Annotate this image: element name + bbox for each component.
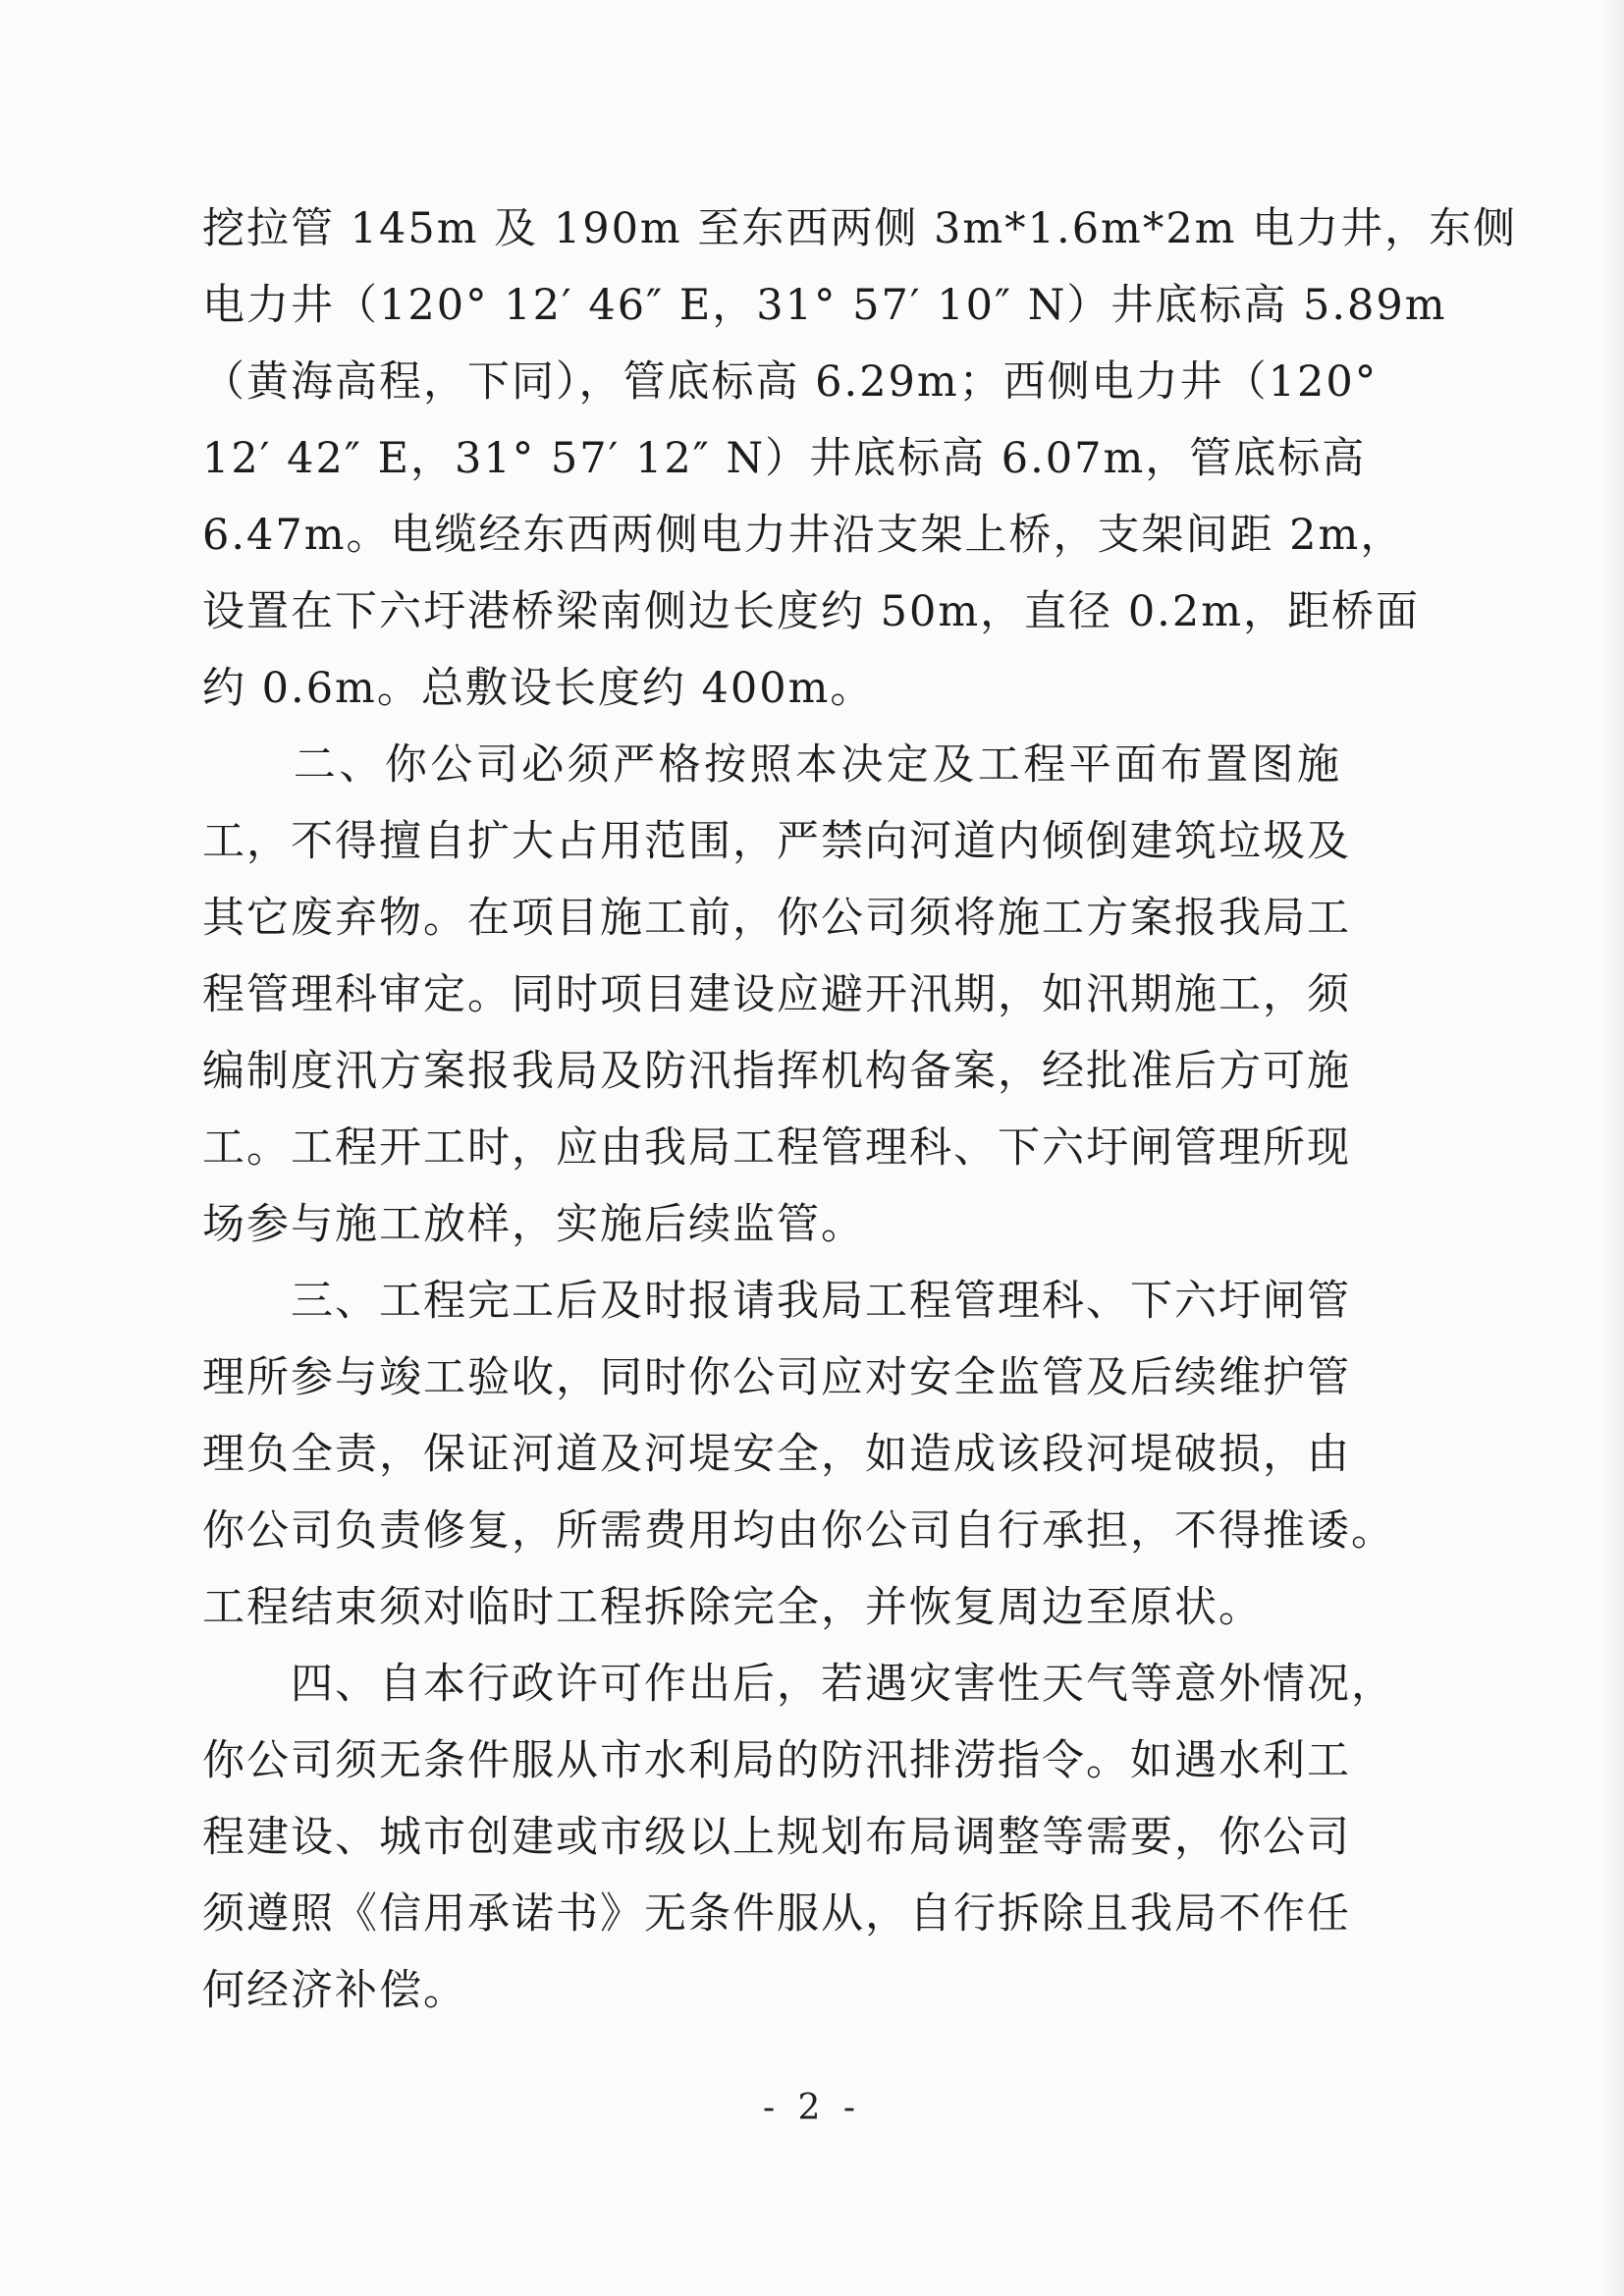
body-text (202, 191, 1518, 2029)
text-line: 场参与施工放样，实施后续监管。 (202, 1200, 865, 1249)
text-line: 程建设、城市创建或市级以上规划布局调整等需要，你公司 (202, 1813, 1351, 1862)
text-line: 挖拉管 145m 及 190m 至东西两侧 3m*1.6m*2m 电力井，东侧 (202, 204, 1518, 253)
paragraph-3-line: 三、工程完工后及时报请我局工程管理科、下六圩闸管 (202, 1277, 1351, 1326)
text-line: 电力井（120° 12′ 46″ E，31° 57′ 10″ N）井底标高 5.89m (202, 281, 1447, 330)
page-number: - 2 - (762, 2088, 862, 2128)
text-line: 须遵照《信用承诺书》无条件服从，自行拆除且我局不作任 (202, 1889, 1351, 1939)
text-line: （黄海高程，下同），管底标高 6.29m；西侧电力井（120° (202, 357, 1379, 407)
text-line: 6.47m。电缆经东西两侧电力井沿支架上桥，支架间距 2m， (202, 511, 1405, 560)
text-line: 约 0.6m。总敷设长度约 400m。 (202, 664, 875, 713)
text-line: 你公司须无条件服从市水利局的防汛排涝指令。如遇水利工 (202, 1736, 1351, 1785)
text-line: 何经济补偿。 (202, 1966, 467, 2015)
text-line: 理所参与竣工验收，同时你公司应对安全监管及后续维护管 (202, 1353, 1351, 1402)
text-line: 编制度汛方案报我局及防汛指挥机构备案，经批准后方可施 (202, 1047, 1351, 1096)
text-line: 你公司负责修复，所需费用均由你公司自行承担，不得推诿。 (202, 1506, 1395, 1556)
paragraph-2-line: 二、你公司必须严格按照本决定及工程平面布置图施 (202, 740, 1341, 790)
text-line: 理负全责，保证河道及河堤安全，如造成该段河堤破损，由 (202, 1430, 1351, 1479)
scan-edge-shadow (1600, 0, 1624, 2296)
text-line: 程管理科审定。同时项目建设应避开汛期，如汛期施工，须 (202, 970, 1351, 1019)
text-line: 工程结束须对临时工程拆除完全，并恢复周边至原状。 (202, 1583, 1263, 1632)
text-line: 设置在下六圩港桥梁南侧边长度约 50m，直径 0.2m，距桥面 (202, 587, 1420, 636)
text-line: 工。工程开工时，应由我局工程管理科、下六圩闸管理所现 (202, 1123, 1351, 1173)
text-line: 其它废弃物。在项目施工前，你公司须将施工方案报我局工 (202, 894, 1351, 943)
text-line: 工，不得擅自扩大占用范围，严禁向河道内倾倒建筑垃圾及 (202, 817, 1351, 866)
text-line: 12′ 42″ E，31° 57′ 12″ N）井底标高 6.07m，管底标高 (202, 434, 1367, 483)
paragraph-4-line: 四、自本行政许可作出后，若遇灾害性天气等意外情况， (202, 1660, 1395, 1709)
